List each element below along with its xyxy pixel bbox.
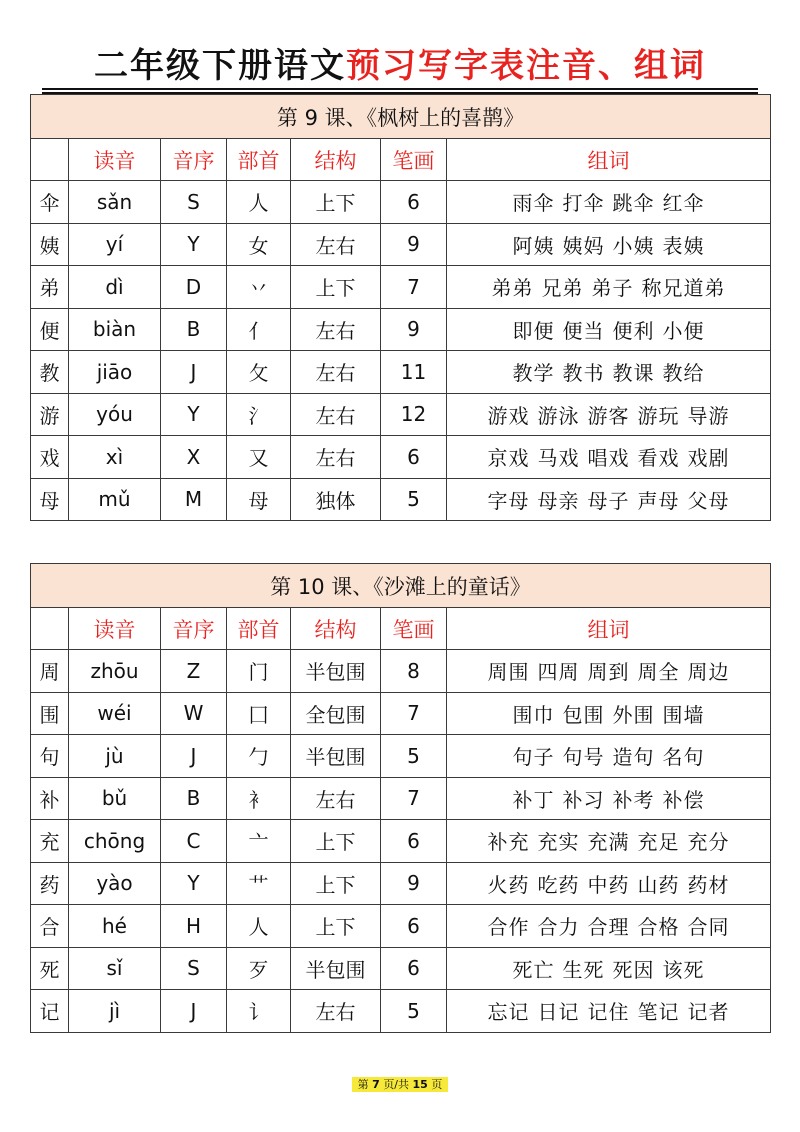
word-item: 游泳 bbox=[537, 403, 580, 428]
word-item: 死因 bbox=[612, 957, 655, 982]
character-cell: 便 bbox=[31, 308, 69, 351]
word-group-cell bbox=[447, 223, 771, 266]
table-row bbox=[31, 862, 771, 905]
word-item: 周全 bbox=[637, 660, 680, 685]
word-item: 打伞 bbox=[562, 191, 605, 216]
words-header: 组词 bbox=[447, 608, 771, 650]
pinyin-header: 读音 bbox=[69, 608, 161, 650]
structure-cell: 上下 bbox=[291, 905, 381, 948]
word-item: 名句 bbox=[662, 745, 705, 770]
table-row bbox=[31, 777, 771, 820]
word-group-cell bbox=[447, 990, 771, 1033]
pinyin-cell: chōng bbox=[69, 820, 161, 863]
pinyin-cell: wéi bbox=[69, 692, 161, 735]
pinyin-cell: yào bbox=[69, 862, 161, 905]
words-header: 组词 bbox=[447, 139, 771, 181]
page-title-part2: 预习写字表注音、组词 bbox=[346, 46, 706, 86]
pinyin-cell: jiāo bbox=[69, 351, 161, 394]
pinyin-cell: dì bbox=[69, 266, 161, 309]
word-group-cell bbox=[447, 266, 771, 309]
word-item: 合作 bbox=[487, 915, 530, 940]
radical-cell: 母 bbox=[227, 478, 291, 521]
pinyin-cell: yí bbox=[69, 223, 161, 266]
radical-cell: 人 bbox=[227, 181, 291, 224]
total-pages: 15 bbox=[412, 1078, 428, 1091]
pinyin-cell: jù bbox=[69, 735, 161, 778]
word-item: 充足 bbox=[637, 830, 680, 855]
lesson-table bbox=[30, 563, 771, 1033]
table-row bbox=[31, 308, 771, 351]
word-item: 红伞 bbox=[662, 191, 705, 216]
character-cell: 充 bbox=[31, 820, 69, 863]
character-cell: 记 bbox=[31, 990, 69, 1033]
word-item: 火药 bbox=[487, 872, 530, 897]
character-cell: 药 bbox=[31, 862, 69, 905]
word-item: 教课 bbox=[612, 361, 655, 386]
letter-header: 音序 bbox=[161, 608, 227, 650]
word-item: 造句 bbox=[612, 745, 655, 770]
initial-letter-cell: H bbox=[161, 905, 227, 948]
pinyin-cell: mǔ bbox=[69, 478, 161, 521]
word-group-cell bbox=[447, 351, 771, 394]
strokes-header: 笔画 bbox=[381, 608, 447, 650]
table-row bbox=[31, 181, 771, 224]
character-cell: 句 bbox=[31, 735, 69, 778]
table-row bbox=[31, 393, 771, 436]
word-item: 合同 bbox=[687, 915, 730, 940]
initial-letter-cell: Y bbox=[161, 393, 227, 436]
word-group-cell bbox=[447, 735, 771, 778]
word-item: 补偿 bbox=[662, 787, 705, 812]
word-group-cell bbox=[447, 862, 771, 905]
word-item: 外围 bbox=[612, 702, 655, 727]
radical-cell: 亠 bbox=[227, 820, 291, 863]
structure-cell: 上下 bbox=[291, 181, 381, 224]
word-item: 声母 bbox=[637, 488, 680, 513]
char-header bbox=[31, 608, 69, 650]
character-cell: 戏 bbox=[31, 436, 69, 479]
pinyin-cell: biàn bbox=[69, 308, 161, 351]
structure-cell: 左右 bbox=[291, 436, 381, 479]
word-item: 周到 bbox=[587, 660, 630, 685]
initial-letter-cell: S bbox=[161, 181, 227, 224]
radical-header: 部首 bbox=[227, 139, 291, 181]
table-row bbox=[31, 735, 771, 778]
word-group-cell bbox=[447, 905, 771, 948]
structure-header: 结构 bbox=[291, 139, 381, 181]
table-row bbox=[31, 478, 771, 521]
stroke-count-cell: 5 bbox=[381, 735, 447, 778]
word-item: 戏剧 bbox=[687, 446, 730, 471]
initial-letter-cell: C bbox=[161, 820, 227, 863]
radical-cell: 亻 bbox=[227, 308, 291, 351]
radical-cell: 女 bbox=[227, 223, 291, 266]
word-item: 导游 bbox=[687, 403, 730, 428]
stroke-count-cell: 8 bbox=[381, 650, 447, 693]
word-group-cell bbox=[447, 393, 771, 436]
word-item: 该死 bbox=[662, 957, 705, 982]
word-item: 姨妈 bbox=[562, 233, 605, 258]
structure-cell: 左右 bbox=[291, 393, 381, 436]
page-title bbox=[0, 44, 800, 88]
word-item: 游客 bbox=[587, 403, 630, 428]
word-item: 句子 bbox=[512, 745, 555, 770]
word-item: 中药 bbox=[587, 872, 630, 897]
radical-cell: 又 bbox=[227, 436, 291, 479]
structure-header: 结构 bbox=[291, 608, 381, 650]
initial-letter-cell: Y bbox=[161, 862, 227, 905]
character-cell: 周 bbox=[31, 650, 69, 693]
word-group-cell bbox=[447, 308, 771, 351]
word-group-cell bbox=[447, 478, 771, 521]
character-cell: 游 bbox=[31, 393, 69, 436]
table-row bbox=[31, 990, 771, 1033]
stroke-count-cell: 5 bbox=[381, 990, 447, 1033]
word-item: 游玩 bbox=[637, 403, 680, 428]
word-item: 合格 bbox=[637, 915, 680, 940]
word-item: 跳伞 bbox=[612, 191, 655, 216]
structure-cell: 半包围 bbox=[291, 735, 381, 778]
word-item: 弟弟 bbox=[491, 276, 534, 301]
character-cell: 弟 bbox=[31, 266, 69, 309]
word-item: 弟子 bbox=[591, 276, 634, 301]
character-cell: 伞 bbox=[31, 181, 69, 224]
word-item: 充分 bbox=[687, 830, 730, 855]
initial-letter-cell: S bbox=[161, 947, 227, 990]
structure-cell: 半包围 bbox=[291, 650, 381, 693]
stroke-count-cell: 11 bbox=[381, 351, 447, 394]
radical-cell: 囗 bbox=[227, 692, 291, 735]
word-item: 周边 bbox=[687, 660, 730, 685]
pinyin-cell: hé bbox=[69, 905, 161, 948]
word-group-cell bbox=[447, 650, 771, 693]
character-cell: 母 bbox=[31, 478, 69, 521]
pinyin-cell: jì bbox=[69, 990, 161, 1033]
lesson-heading: 第 9 课、《枫树上的喜鹊》 bbox=[31, 95, 771, 139]
word-item: 小便 bbox=[662, 318, 705, 343]
word-item: 教书 bbox=[562, 361, 605, 386]
pinyin-cell: zhōu bbox=[69, 650, 161, 693]
structure-cell: 上下 bbox=[291, 862, 381, 905]
initial-letter-cell: J bbox=[161, 735, 227, 778]
word-item: 补考 bbox=[612, 787, 655, 812]
word-item: 便利 bbox=[612, 318, 655, 343]
stroke-count-cell: 9 bbox=[381, 862, 447, 905]
radical-cell: 衤 bbox=[227, 777, 291, 820]
character-cell: 姨 bbox=[31, 223, 69, 266]
word-group-cell bbox=[447, 692, 771, 735]
initial-letter-cell: B bbox=[161, 777, 227, 820]
initial-letter-cell: B bbox=[161, 308, 227, 351]
structure-cell: 左右 bbox=[291, 308, 381, 351]
word-item: 句号 bbox=[562, 745, 605, 770]
initial-letter-cell: Z bbox=[161, 650, 227, 693]
word-item: 表姨 bbox=[662, 233, 705, 258]
pinyin-header: 读音 bbox=[69, 139, 161, 181]
character-cell: 教 bbox=[31, 351, 69, 394]
word-item: 即便 bbox=[512, 318, 555, 343]
table-row bbox=[31, 650, 771, 693]
structure-cell: 上下 bbox=[291, 820, 381, 863]
pinyin-cell: sǎn bbox=[69, 181, 161, 224]
stroke-count-cell: 7 bbox=[381, 266, 447, 309]
word-item: 充实 bbox=[537, 830, 580, 855]
lesson-heading: 第 10 课、《沙滩上的童话》 bbox=[31, 564, 771, 608]
word-item: 记住 bbox=[587, 1000, 630, 1025]
radical-cell: 人 bbox=[227, 905, 291, 948]
pinyin-cell: yóu bbox=[69, 393, 161, 436]
word-item: 字母 bbox=[487, 488, 530, 513]
word-item: 唱戏 bbox=[587, 446, 630, 471]
word-item: 京戏 bbox=[487, 446, 530, 471]
letter-header: 音序 bbox=[161, 139, 227, 181]
word-item: 马戏 bbox=[537, 446, 580, 471]
current-page: 7 bbox=[372, 1078, 380, 1091]
pinyin-cell: sǐ bbox=[69, 947, 161, 990]
word-item: 补习 bbox=[562, 787, 605, 812]
stroke-count-cell: 7 bbox=[381, 777, 447, 820]
word-item: 日记 bbox=[537, 1000, 580, 1025]
table-row bbox=[31, 905, 771, 948]
word-item: 母亲 bbox=[537, 488, 580, 513]
word-item: 便当 bbox=[562, 318, 605, 343]
page-footer: 第 7 页/共 15 页 bbox=[352, 1077, 448, 1092]
radical-header: 部首 bbox=[227, 608, 291, 650]
word-item: 围巾 bbox=[512, 702, 555, 727]
character-cell: 围 bbox=[31, 692, 69, 735]
word-item: 补丁 bbox=[512, 787, 555, 812]
word-item: 笔记 bbox=[637, 1000, 680, 1025]
word-item: 父母 bbox=[687, 488, 730, 513]
initial-letter-cell: M bbox=[161, 478, 227, 521]
stroke-count-cell: 6 bbox=[381, 436, 447, 479]
word-item: 四周 bbox=[537, 660, 580, 685]
character-cell: 合 bbox=[31, 905, 69, 948]
word-item: 充满 bbox=[587, 830, 630, 855]
word-item: 合理 bbox=[587, 915, 630, 940]
stroke-count-cell: 9 bbox=[381, 223, 447, 266]
radical-cell: 艹 bbox=[227, 862, 291, 905]
structure-cell: 独体 bbox=[291, 478, 381, 521]
word-item: 生死 bbox=[562, 957, 605, 982]
word-item: 死亡 bbox=[512, 957, 555, 982]
title-rule-top bbox=[42, 88, 758, 90]
word-item: 兄弟 bbox=[541, 276, 584, 301]
word-item: 游戏 bbox=[487, 403, 530, 428]
word-item: 记者 bbox=[687, 1000, 730, 1025]
table-row bbox=[31, 820, 771, 863]
stroke-count-cell: 7 bbox=[381, 692, 447, 735]
initial-letter-cell: J bbox=[161, 351, 227, 394]
word-item: 称兄道弟 bbox=[641, 276, 726, 301]
stroke-count-cell: 9 bbox=[381, 308, 447, 351]
stroke-count-cell: 6 bbox=[381, 181, 447, 224]
table-row bbox=[31, 223, 771, 266]
word-item: 吃药 bbox=[537, 872, 580, 897]
stroke-count-cell: 6 bbox=[381, 820, 447, 863]
word-item: 周围 bbox=[487, 660, 530, 685]
word-item: 母子 bbox=[587, 488, 630, 513]
strokes-header: 笔画 bbox=[381, 139, 447, 181]
table-row bbox=[31, 692, 771, 735]
pinyin-cell: bǔ bbox=[69, 777, 161, 820]
structure-cell: 左右 bbox=[291, 777, 381, 820]
initial-letter-cell: X bbox=[161, 436, 227, 479]
structure-cell: 半包围 bbox=[291, 947, 381, 990]
radical-cell: 丷 bbox=[227, 266, 291, 309]
stroke-count-cell: 6 bbox=[381, 905, 447, 948]
structure-cell: 左右 bbox=[291, 351, 381, 394]
char-header bbox=[31, 139, 69, 181]
radical-cell: 歹 bbox=[227, 947, 291, 990]
word-item: 包围 bbox=[562, 702, 605, 727]
word-item: 药材 bbox=[687, 872, 730, 897]
radical-cell: 勹 bbox=[227, 735, 291, 778]
word-item: 合力 bbox=[537, 915, 580, 940]
initial-letter-cell: J bbox=[161, 990, 227, 1033]
word-item: 教给 bbox=[662, 361, 705, 386]
word-item: 看戏 bbox=[637, 446, 680, 471]
radical-cell: 门 bbox=[227, 650, 291, 693]
word-group-cell bbox=[447, 820, 771, 863]
word-item: 教学 bbox=[512, 361, 555, 386]
radical-cell: 讠 bbox=[227, 990, 291, 1033]
structure-cell: 左右 bbox=[291, 990, 381, 1033]
table-row bbox=[31, 436, 771, 479]
stroke-count-cell: 12 bbox=[381, 393, 447, 436]
word-item: 山药 bbox=[637, 872, 680, 897]
page-title-part1: 二年级下册语文 bbox=[94, 46, 346, 86]
word-item: 阿姨 bbox=[512, 233, 555, 258]
table-row bbox=[31, 266, 771, 309]
word-item: 忘记 bbox=[487, 1000, 530, 1025]
radical-cell: 攵 bbox=[227, 351, 291, 394]
initial-letter-cell: Y bbox=[161, 223, 227, 266]
table-row bbox=[31, 351, 771, 394]
structure-cell: 全包围 bbox=[291, 692, 381, 735]
stroke-count-cell: 5 bbox=[381, 478, 447, 521]
character-cell: 补 bbox=[31, 777, 69, 820]
lesson-table bbox=[30, 94, 771, 521]
word-item: 补充 bbox=[487, 830, 530, 855]
word-group-cell bbox=[447, 181, 771, 224]
initial-letter-cell: W bbox=[161, 692, 227, 735]
character-cell: 死 bbox=[31, 947, 69, 990]
word-item: 小姨 bbox=[612, 233, 655, 258]
pinyin-cell: xì bbox=[69, 436, 161, 479]
structure-cell: 左右 bbox=[291, 223, 381, 266]
word-group-cell bbox=[447, 947, 771, 990]
word-group-cell bbox=[447, 436, 771, 479]
table-row bbox=[31, 947, 771, 990]
radical-cell: 氵 bbox=[227, 393, 291, 436]
stroke-count-cell: 6 bbox=[381, 947, 447, 990]
word-item: 围墙 bbox=[662, 702, 705, 727]
word-group-cell bbox=[447, 777, 771, 820]
structure-cell: 上下 bbox=[291, 266, 381, 309]
word-item: 雨伞 bbox=[512, 191, 555, 216]
initial-letter-cell: D bbox=[161, 266, 227, 309]
